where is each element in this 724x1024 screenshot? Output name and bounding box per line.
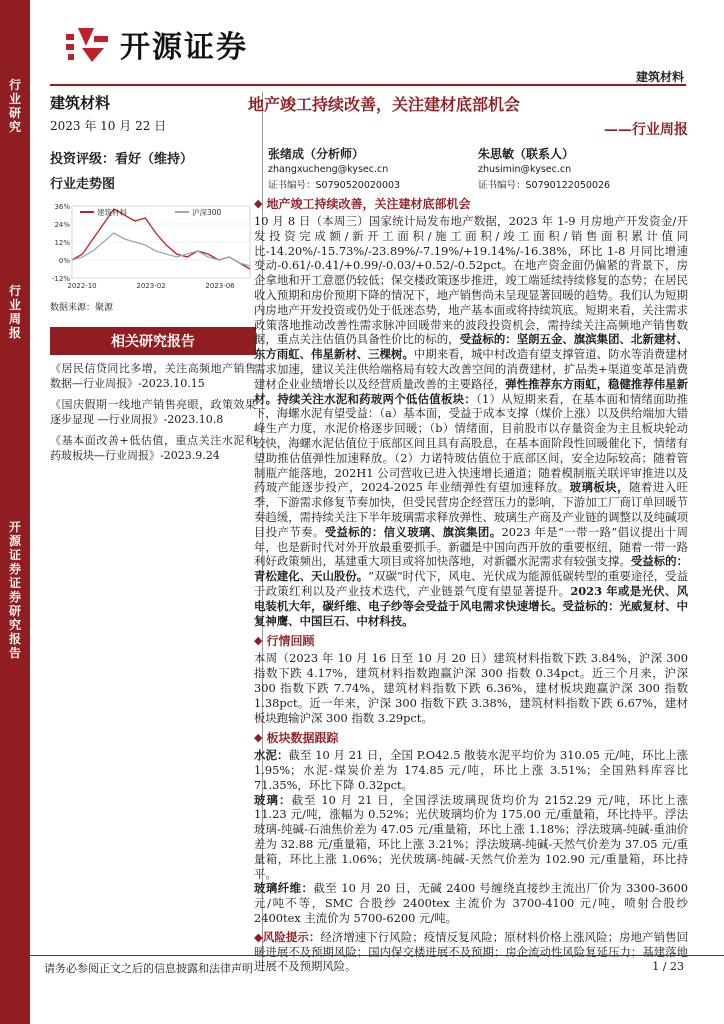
report-date: 2023 年 10 月 22 日	[50, 119, 167, 133]
industry-name: 建筑材料	[50, 94, 111, 112]
legend-label: 建筑材料	[97, 208, 127, 217]
footer-disclaimer: 请务必参阅正文之后的信息披露和法律声明	[44, 962, 253, 975]
analyst-name: 朱思敏（联系人）	[478, 147, 575, 161]
x-tick-label: 2023-06	[205, 282, 235, 290]
chart-source: 数据来源：聚源	[50, 303, 114, 313]
y-tick-label: 12%	[54, 239, 70, 247]
y-tick-label: -12%	[51, 275, 70, 283]
y-tick-label: 0%	[58, 257, 70, 265]
analyst-list	[268, 145, 688, 191]
main-column	[248, 92, 688, 974]
investment-rating: 投资评级：看好（维持）	[50, 152, 194, 167]
analyst-card	[478, 145, 688, 191]
diamond-bullet-icon: ◆	[254, 731, 263, 745]
header-industry-tag: 建筑材料	[635, 70, 684, 84]
brand-logo	[64, 22, 248, 66]
footer-divider	[30, 955, 724, 956]
section-body	[254, 748, 688, 926]
analyst-card	[268, 145, 478, 191]
legend-label: 沪深300	[192, 208, 222, 217]
trend-chart	[50, 198, 256, 298]
cement-paragraph: 水泥：截至 10 月 21 日，全国 P.O42.5 散装水泥平均价为 310.05 元/吨，环比上涨 1.95%；水泥-煤炭价差为 174.85 元/吨，环比上涨 3.51%；全国熟料库容比 71.35%，环比下降 0.32pct。	[254, 748, 688, 792]
side-label-research: 行 业 研 究	[8, 78, 21, 134]
side-label-kysec: 开 源 证 券 证 券 研 究 报 告	[8, 520, 21, 660]
x-tick-label: 2022-10	[67, 282, 97, 290]
y-tick-label: 24%	[54, 221, 70, 229]
section-heading: ◆ 板块数据跟踪	[254, 731, 339, 746]
related-reports-header: 相关研究报告	[50, 327, 256, 355]
analyst-name: 张绪成（分析师）	[268, 147, 365, 161]
brand-name: 开源证券	[120, 30, 248, 65]
x-tick-label: 2023-02	[136, 282, 166, 290]
analyst-cert: 证书编号：S0790122050026	[478, 180, 611, 191]
trend-chart-svg	[50, 198, 256, 298]
analyst-email[interactable]: zhangxucheng@kysec.cn	[268, 164, 389, 175]
side-bar	[0, 0, 30, 1024]
section-heading: ◆ 行情回顾	[254, 634, 315, 649]
report-title: 地产竣工持续改善，关注建材底部机会	[248, 95, 521, 114]
related-report-link[interactable]: 《居民信贷同比多增，关注高频地产销售数据—行业周报》-2023.10.15	[50, 362, 256, 390]
analyst-cert: 证书编号：S0790520020003	[268, 180, 401, 191]
kysec-logo-icon	[64, 24, 112, 64]
left-column	[50, 92, 256, 463]
side-label-weekly: 行 业 周 报	[8, 284, 21, 340]
diamond-bullet-icon: ◆	[254, 197, 263, 210]
trend-chart-title: 行业走势图	[50, 177, 116, 192]
fiber-paragraph: 玻璃纤维：截至 10 月 20 日，无碱 2400 号缠绕直接纱主流出厂价为 3300-3600 元/吨不等，SMC 合股纱 2400tex 主流价为 3700-4100 元/吨，喷射合股纱 2400tex 主流价为 5700-6200 元/吨。	[254, 881, 688, 926]
header-divider	[50, 84, 686, 86]
diamond-bullet-icon: ◆	[254, 634, 263, 648]
analyst-email[interactable]: zhusimin@kysec.cn	[478, 164, 572, 175]
risk-paragraph: ◆风险提示：经济增速下行风险；疫情反复风险；原材料价格上涨风险；房地产销售回暖进展不及预期风险；国内保交楼进展不及预期；房企流动性风险复延压力；基建落地进展不及预期风险。	[254, 929, 688, 974]
section-body: 本周（2023 年 10 月 16 日至 10 月 20 日）建筑材料指数下跌 3.84%，沪深 300 指数下跌 4.17%，建筑材料指数跑赢沪深 300 指数 0.34pct。近三个月来，沪深 300 指数下跌 7.74%，建筑材料指数下跌 6.36%，建材板块跑赢沪深 300 指数 1.38pct。近一年来，沪深 300 指数下跌 3.38%，建筑材料指数下跌 6.67%，建材板块跑输沪深 300 指数 3.29pct。	[254, 651, 688, 725]
series-line	[72, 233, 250, 266]
report-subtitle: ——行业周报	[604, 122, 688, 138]
section-body: 10 月 8 日（本周三）国家统计局发布地产数据，2023 年 1-9 月房地产开发资金/开发投资完成额/新开工面积/施工面积/竣工面积/销售面积累计值同比-14.20%/-15.73%/-23.89%/-7.19%/+19.14%/-16.38%，环比 1-8 月同比增速变动-0.61/-0.41/+0.99/-0.03/+0.52/-0.52pct。在地产资金面仍偏紧的背景下，房企拿地和开工意愿仍较低；保交楼政策逐步推进，竣工端延续持续修复的态势；在居民收入预期和房价预期下降的情况下，地产销售尚未呈现显著回暖的趋势。我们认为短期内房地产开发投资或仍处于低迷态势，地产基本面或将持续筑底。短期来看，关注需求政策落地推动改善性需求脉冲回暖带来的波段投资机会，需持续关注高频地产销售数据，重点关注估值仍具备性价比的标的，受益标的：坚朗五金、旗滨集团、北新建材、东方雨虹、伟星新材、三棵树。中期来看，城中村改造有望支撑管道、防水等消费建材需求加速，建议关注供给端格局有较大改善空间的消费建材，扩品类+渠道变革是消费建材企业业绩增长以及经营质量改善的主要路径，弹性推荐东方雨虹，稳健推荐伟星新材。持续关注水泥和药玻两个低估值板块：（1）从短期来看，在基本面和情绪面助推下，海螺水泥有望受益：（a）基本面，受益于成本支撑（煤价上涨）以及供给端加大错峰生产力度，水泥价格逐步回暖；（b）情绪面，目前股市以存量资金为主且板块轮动较快，海螺水泥估值位于底部区间且具有高股息，在基本面阶段性回暖催化下，情绪有望助推估值弹性加速释放。（2）力诺特玻估值位于底部区间，安全边际较高；随着管制瓶产能落地，202H1 公司营收已进入快速增长通道；随着模制瓶关联评审推进以及药玻产能逐步投产，2024-2025 年业绩弹性有望加速释放。玻璃板块，随着进入旺季，下游需求修复节奏加快，但受民营房企经营压力的影响，下游加工厂商订单回暖节奏趋缓，需持续关注下半年玻璃需求释放弹性、玻璃生产商及产业链的调整以及纯碱项目投产节奏。受益标的：信义玻璃、旗滨集团。2023 年是“一带一路”倡议提出十周年，也是新时代对外开放最重要抓手。新疆是中国向西开放的重要枢纽，随着一带一路利好政策频出，基建重大项目或将加快落地，对新疆水泥需求有较强支撑。受益标的：青松建化、天山股份。“双碳”时代下，风电、光伏成为能源低碳转型的重要途径，受益于政策红利以及产业技术迭代，产业链景气度有望显著提升。2023 年或是光伏、风电装机大年，碳纤维、电子纱等会受益于风电需求快速增长。受益标的：光威复材、中复神鹰、中国巨石、中材科技。	[254, 214, 688, 628]
diamond-bullet-icon: ◆	[254, 929, 263, 944]
section-heading: ◆ 地产竣工持续改善，关注建材底部机会	[254, 197, 471, 211]
y-tick-label: 36%	[54, 203, 70, 211]
related-report-link[interactable]: 《国庆假期一线地产销售亮眼，政策效果逐步显现 —行业周报》-2023.10.8	[50, 398, 256, 426]
glass-paragraph: 玻璃：截至 10 月 21 日，全国浮法玻璃现货均价为 2152.29 元/吨，环比上涨 11.23 元/吨，涨幅为 0.52%；光伏玻璃均价为 175.00 元/重量箱，环比持平。浮法玻璃-纯碱-石油焦价差为 47.05 元/重量箱，环比上涨 1.18%；浮法玻璃-纯碱-重油价差为 32.88 元/重量箱，环比上涨 3.21%；浮法玻璃-纯碱-天然气价差为 37.05 元/重量箱，环比上涨 1.06%；光伏玻璃-纯碱-天然气价差为 102.90 元/重量箱，环比持平。	[254, 792, 688, 881]
related-report-link[interactable]: 《基本面改善+低估值，重点关注水泥和药玻板块—行业周报》-2023.9.24	[50, 434, 256, 462]
page-number: 1 / 23	[652, 960, 684, 973]
